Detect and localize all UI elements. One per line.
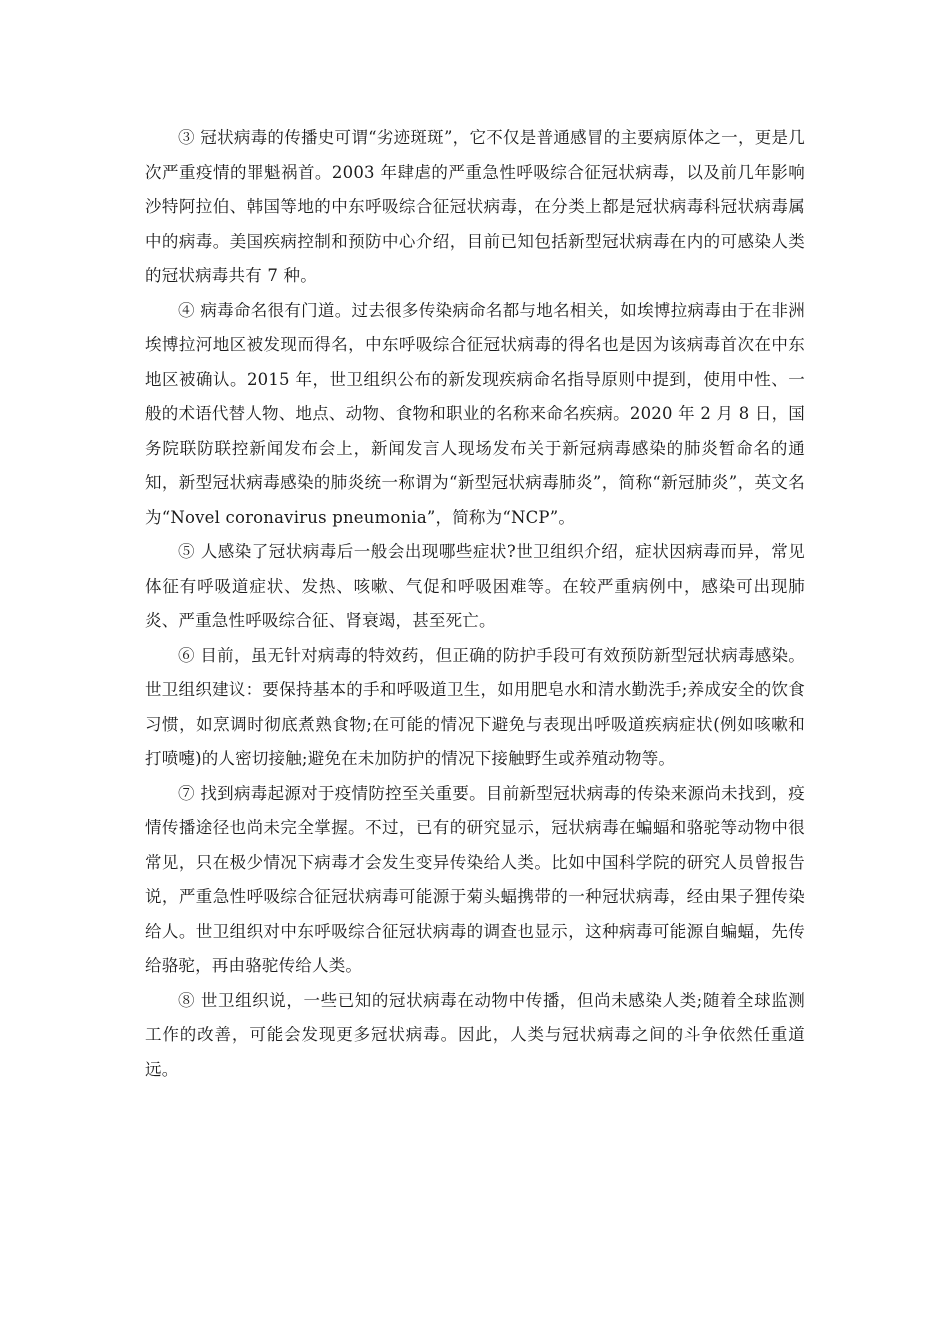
paragraph-3: ③ 冠状病毒的传播史可谓“劣迹斑斑”，它不仅是普通感冒的主要病原体之一，更是几次严重疫情的罪魁祸首。2003 年肆虐的严重急性呼吸综合征冠状病毒，以及前几年影响沙特阿拉伯、韩国等地的中东呼吸综合征冠状病毒，在分类上都是冠状病毒科冠状病毒属中的病毒。美国疾病控制和预防中心介绍，目前已知包括新型冠状病毒在内的可感染人类的冠状病毒共有 7 种。 <box>145 128 805 285</box>
paragraph-4: ④ 病毒命名很有门道。过去很多传染病命名都与地名相关，如埃博拉病毒由于在非洲埃博拉河地区被发现而得名，中东呼吸综合征冠状病毒的得名也是因为该病毒首次在中东地区被确认。2015 年，世卫组织公布的新发现疾病命名指导原则中提到，使用中性、一般的术语代替人物、地点、动物、食物和职业的名称来命名疾病。2020 年 2 月 8 日，国务院联防联控新闻发布会上，新闻发言人现场发布关于新冠病毒感染的肺炎暂命名的通知，新型冠状病毒感染的肺炎统一称谓为“新型冠状病毒肺炎”，简称“新冠肺炎”，英文名为“Novel coronavirus pneumonia”，简称为“NCP”。 <box>145 300 805 527</box>
paragraph-8: ⑧ 世卫组织说，一些已知的冠状病毒在动物中传播，但尚未感染人类;随着全球监测工作的改善，可能会发现更多冠状病毒。因此，人类与冠状病毒之间的斗争依然任重道远。 <box>145 990 805 1079</box>
article-body <box>145 121 805 1087</box>
paragraph-6: ⑥ 目前，虽无针对病毒的特效药，但正确的防护手段可有效预防新型冠状病毒感染。世卫组织建议：要保持基本的手和呼吸道卫生，如用肥皂水和清水勤洗手;养成安全的饮食习惯，如烹调时彻底煮熟食物;在可能的情况下避免与表现出呼吸道疾病症状(例如咳嗽和打喷嚏)的人密切接触;避免在未加防护的情况下接触野生或养殖动物等。 <box>145 645 805 768</box>
paragraph-5: ⑤ 人感染了冠状病毒后一般会出现哪些症状?世卫组织介绍，症状因病毒而异，常见体征有呼吸道症状、发热、咳嗽、气促和呼吸困难等。在较严重病例中，感染可出现肺炎、严重急性呼吸综合征、肾衰竭，甚至死亡。 <box>145 542 805 630</box>
paragraph-7: ⑦ 找到病毒起源对于疫情防控至关重要。目前新型冠状病毒的传染来源尚未找到，疫情传播途径也尚未完全掌握。不过，已有的研究显示，冠状病毒在蝙蝠和骆驼等动物中很常见，只在极少情况下病毒才会发生变异传染给人类。比如中国科学院的研究人员曾报告说，严重急性呼吸综合征冠状病毒可能源于菊头蝠携带的一种冠状病毒，经由果子狸传染给人。世卫组织对中东呼吸综合征冠状病毒的调查也显示，这种病毒可能源自蝙蝠，先传给骆驼，再由骆驼传给人类。 <box>145 783 805 975</box>
